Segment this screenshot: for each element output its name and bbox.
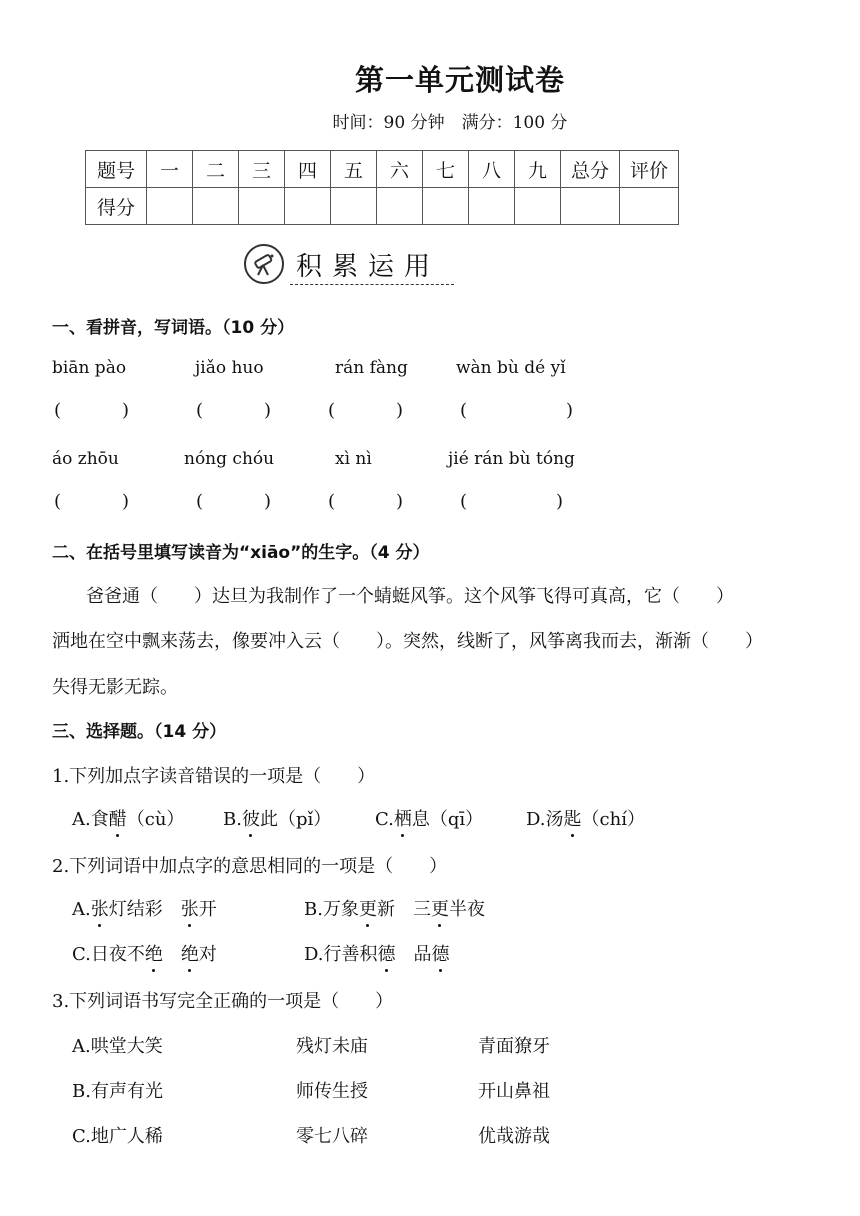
score-header-cell: 总分 — [561, 151, 620, 188]
option-a[interactable]: A.哄堂大笑 — [72, 1036, 163, 1057]
answer-paren-open: ( — [196, 400, 204, 421]
score-header-cell: 一 — [147, 151, 193, 188]
score-header-cell: 八 — [469, 151, 515, 188]
option-word: 优哉游哉 — [478, 1126, 550, 1147]
q3-heading: 三、选择题。（14 分） — [52, 722, 227, 742]
answer-paren-close: ) — [396, 491, 404, 512]
question-stem: 1.下列加点字读音错误的一项是（ ） — [52, 766, 376, 787]
dotted-char: 更 — [359, 895, 377, 921]
option-b[interactable]: B.彼此（pǐ） — [223, 805, 331, 831]
option-a[interactable]: A.张灯结彩 张开 — [72, 895, 217, 921]
score-cell[interactable] — [285, 188, 331, 225]
answer-paren-close: ) — [264, 491, 272, 512]
dotted-char: 彼 — [242, 805, 260, 831]
option-b[interactable]: B.万象更新 三更半夜 — [304, 895, 485, 921]
score-cell[interactable] — [561, 188, 620, 225]
pinyin: biān pào — [52, 358, 127, 378]
option-word: 青面獠牙 — [478, 1036, 550, 1057]
q2-passage-line: 失得无影无踪。 — [52, 677, 178, 698]
dotted-char: 张 — [91, 895, 109, 921]
score-cell[interactable] — [239, 188, 285, 225]
q1-heading: 一、看拼音，写词语。（10 分） — [52, 318, 295, 338]
pinyin: jiǎo huo — [195, 358, 264, 378]
score-cell[interactable] — [469, 188, 515, 225]
option-word: 残灯未庙 — [296, 1036, 368, 1057]
answer-paren-close: ) — [556, 491, 564, 512]
answer-paren-open: ( — [328, 400, 336, 421]
dotted-char: 张 — [181, 895, 199, 921]
score-header-cell: 九 — [515, 151, 561, 188]
dotted-char: 醋 — [109, 805, 127, 831]
score-cell[interactable] — [515, 188, 561, 225]
score-header-cell: 五 — [331, 151, 377, 188]
answer-paren-open: ( — [460, 491, 468, 512]
option-c[interactable]: C.日夜不绝 绝对 — [72, 940, 217, 966]
dotted-char: 更 — [431, 895, 449, 921]
page-title: 第一单元测试卷 — [354, 63, 565, 97]
pinyin: xì nì — [335, 449, 372, 469]
dotted-char: 绝 — [145, 940, 163, 966]
score-table-header-row — [86, 151, 679, 188]
banner-title: 积累运用 — [296, 252, 441, 282]
score-table-row — [86, 188, 679, 225]
pinyin: áo zhōu — [52, 449, 119, 469]
dotted-char: 匙 — [564, 805, 582, 831]
telescope-icon — [244, 244, 284, 284]
pinyin: nóng chóu — [184, 449, 275, 469]
q2-passage-line: 洒地在空中飘来荡去，像要冲入云（ ）。突然，线断了，风筝离我而去，渐渐（ ） — [52, 631, 763, 652]
option-word: 零七八碎 — [296, 1126, 368, 1147]
answer-paren-open: ( — [328, 491, 336, 512]
score-header-cell: 四 — [285, 151, 331, 188]
score-cell[interactable] — [620, 188, 679, 225]
answer-paren-close: ) — [566, 400, 574, 421]
option-word: 师传生授 — [296, 1081, 368, 1102]
score-header-cell: 六 — [377, 151, 423, 188]
score-row-label: 得分 — [86, 188, 147, 225]
score-cell[interactable] — [331, 188, 377, 225]
score-cell[interactable] — [147, 188, 193, 225]
q2-passage-line: 爸爸通（ ）达旦为我制作了一个蜻蜓风筝。这个风筝飞得可真高，它（ ） — [86, 586, 734, 607]
answer-paren-close: ) — [122, 400, 130, 421]
dotted-char: 德 — [432, 940, 450, 966]
answer-paren-open: ( — [460, 400, 468, 421]
pinyin: jié rán bù tóng — [448, 449, 575, 469]
score-header-cell: 三 — [239, 151, 285, 188]
score-header-cell: 七 — [423, 151, 469, 188]
question-stem: 2.下列词语中加点字的意思相同的一项是（ ） — [52, 856, 448, 877]
banner-underline — [290, 284, 454, 285]
answer-paren-close: ) — [264, 400, 272, 421]
option-word: 开山鼻祖 — [478, 1081, 550, 1102]
option-a[interactable]: A.食醋（cù） — [72, 805, 184, 831]
option-d[interactable]: D.行善积德 品德 — [304, 940, 450, 966]
score-cell[interactable] — [377, 188, 423, 225]
answer-paren-close: ) — [396, 400, 404, 421]
option-b[interactable]: B.有声有光 — [72, 1081, 163, 1102]
pinyin: wàn bù dé yǐ — [456, 358, 566, 378]
dotted-char: 绝 — [181, 940, 199, 966]
question-stem: 3.下列词语书写完全正确的一项是（ ） — [52, 991, 394, 1012]
exam-meta: 时间：90 分钟 满分：100 分 — [332, 113, 568, 133]
q2-heading: 二、在括号里填写读音为“xiāo”的生字。（4 分） — [52, 543, 430, 563]
option-c[interactable]: C.地广人稀 — [72, 1126, 163, 1147]
answer-paren-open: ( — [196, 491, 204, 512]
dotted-char: 栖 — [394, 805, 412, 831]
pinyin: rán fàng — [335, 358, 408, 378]
score-header-cell: 题号 — [86, 151, 147, 188]
section-banner — [244, 244, 456, 286]
answer-paren-open: ( — [54, 400, 62, 421]
answer-paren-close: ) — [122, 491, 130, 512]
option-c[interactable]: C.栖息（qī） — [375, 805, 483, 831]
dotted-char: 德 — [378, 940, 396, 966]
score-cell[interactable] — [193, 188, 239, 225]
score-cell[interactable] — [423, 188, 469, 225]
score-table — [85, 150, 679, 225]
score-header-cell: 二 — [193, 151, 239, 188]
score-header-cell: 评价 — [620, 151, 679, 188]
answer-paren-open: ( — [54, 491, 62, 512]
option-d[interactable]: D.汤匙（chí） — [526, 805, 645, 831]
